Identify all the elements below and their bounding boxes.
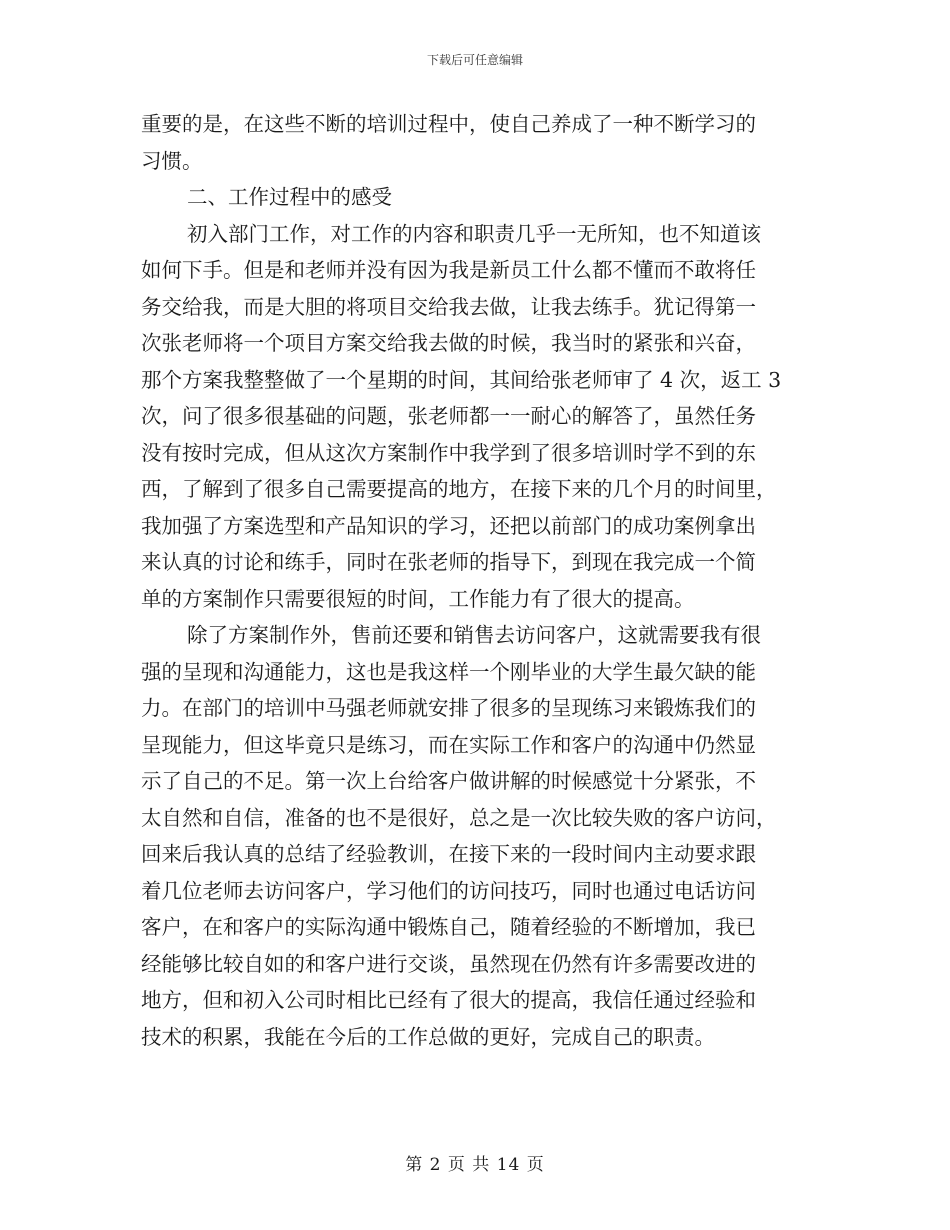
text-line: 西，了解到了很多自己需要提高的地方，在接下来的几个月的时间里， — [141, 477, 777, 501]
text-line: 那个方案我整整做了一个星期的时间，其间给张老师审了 4 次，返工 3 — [141, 367, 782, 392]
text-line: 习惯。 — [141, 148, 203, 173]
text-line: 我加强了方案选型和产品知识的学习，还把以前部门的成功案例拿出 — [141, 513, 756, 538]
text-line: 次张老师将一个项目方案交给我去做的时候，我当时的紧张和兴奋， — [141, 331, 756, 355]
text-line: 单的方案制作只需要很短的时间，工作能力有了很大的提高。 — [141, 586, 695, 611]
text-line: 地方，但和初入公司时相比已经有了很大的提高，我信任通过经验和 — [141, 988, 756, 1012]
text-line: 客户，在和客户的实际沟通中锻炼自己，随着经验的不断增加，我已 — [141, 915, 756, 939]
text-line: 回来后我认真的总结了经验教训，在接下来的一段时间内主动要求跟 — [141, 842, 756, 866]
text-line: 太自然和自信，准备的也不是很好，总之是一次比较失败的客户访问， — [141, 805, 777, 830]
text-line: 没有按时完成，但从这次方案制作中我学到了很多培训时学不到的东 — [141, 440, 756, 465]
document-body — [141, 106, 811, 1055]
paragraph-start-line: 初入部门工作，对工作的内容和职责几乎一无所知，也不知道该 — [187, 221, 761, 246]
text-line: 示了自己的不足。第一次上台给客户做讲解的时候感觉十分紧张，不 — [141, 769, 756, 793]
paragraph-start-line: 除了方案制作外，售前还要和销售去访问客户，这就需要我有很 — [187, 623, 761, 647]
text-line: 经能够比较自如的和客户进行交谈，虽然现在仍然有许多需要改进的 — [141, 951, 756, 976]
text-line: 来认真的讨论和练手，同时在张老师的指导下，到现在我完成一个简 — [141, 550, 756, 574]
text-line: 呈现能力，但这毕竟只是练习，而在实际工作和客户的沟通中仍然显 — [141, 732, 756, 757]
text-line: 技术的积累，我能在今后的工作总做的更好，完成自己的职责。 — [141, 1024, 715, 1049]
text-line: 重要的是，在这些不断的培训过程中，使自己养成了一种不断学习的 — [141, 112, 756, 136]
text-line: 次，问了很多很基础的问题，张老师都一一耐心的解答了，虽然任务 — [141, 404, 756, 428]
section-heading: 二、工作过程中的感受 — [187, 185, 392, 209]
text-line: 如何下手。但是和老师并没有因为我是新员工什么都不懂而不敢将任 — [141, 258, 756, 282]
text-line: 务交给我，而是大胆的将项目交给我去做，让我去练手。犹记得第一 — [141, 294, 756, 319]
text-line: 强的呈现和沟通能力，这也是我这样一个刚毕业的大学生最欠缺的能 — [141, 659, 756, 684]
page-header: 下载后可任意编辑 — [426, 53, 523, 67]
text-line: 力。在部门的培训中马强老师就安排了很多的呈现练习来锻炼我们的 — [141, 696, 756, 720]
text-line: 着几位老师去访问客户，学习他们的访问技巧，同时也通过电话访问 — [141, 878, 756, 903]
page-number-footer: 第 2 页 共 14 页 — [405, 1155, 545, 1175]
